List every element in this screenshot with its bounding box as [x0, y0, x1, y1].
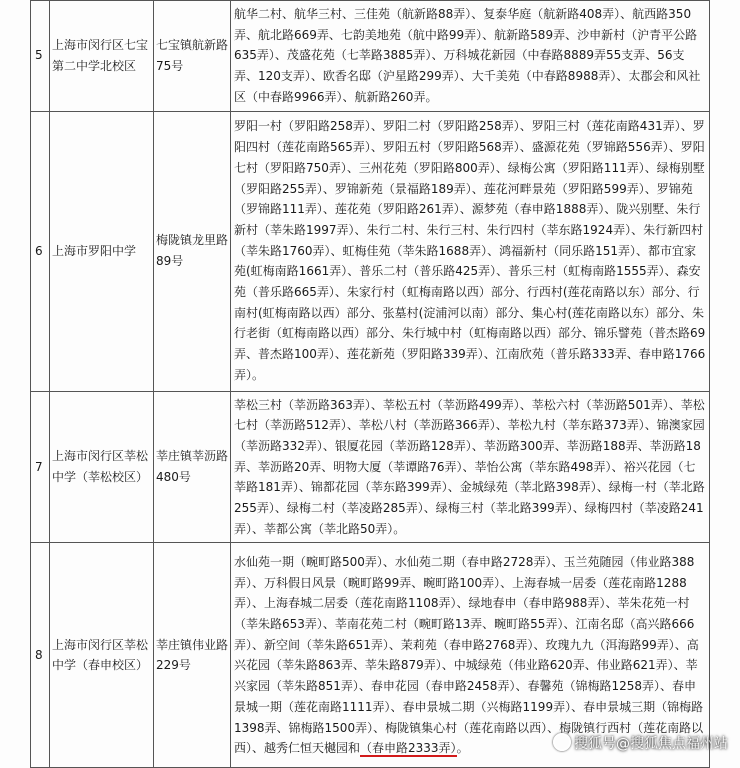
enrollment-area — [231, 1, 710, 112]
school-name: 上海市罗阳中学 — [50, 111, 154, 391]
row-number: 5 — [31, 1, 50, 112]
school-name: 上海市闵行区莘松中学（春申校区） — [50, 543, 154, 768]
school-address: 莘庄镇伟业路229号 — [154, 543, 231, 768]
watermark — [553, 733, 728, 753]
area-end: 。 — [457, 741, 469, 755]
highlighted-address: （春申路2333弄） — [360, 741, 457, 757]
watermark-text: 搜狐号@搜狐焦点福州站 — [574, 736, 728, 752]
table-row — [31, 391, 710, 543]
school-name: 上海市闵行区七宝第二中学北校区 — [50, 1, 154, 112]
area-text: 水仙苑一期（畹町路500弄）、水仙苑二期（春申路2728弄）、玉兰苑随园（伟业路388弄）、万科假日风景（畹町路99弄、畹町路100弄）、上海春城一居委（莲花南路1288弄）、上海春城二居委（莲花南路1108弄）、绿地春申（春申路988弄）、莘朱花苑一村（莘朱路653弄）、莘南花苑二村（畹町路13弄、畹町路55弄）、江南名邸（高兴路666弄）、新空间（莘朱路651弄）、茉莉苑（春申路2768弄）、玫瑰九九（洱海路99弄）、高兴花园（莘朱路863弄、莘朱路879弄）、中城绿苑（伟业路620弄、伟业路621弄）、莘兴家园（莘朱路851弄）、春申花园（春申路2458弄）、春馨苑（锦梅路1258弄）、春申景城一期（莲花南路1111弄）、春申景城二期（兴梅路1199弄）、春申景城三期（锦梅路1398弄、锦梅路1500弄）、梅陇镇集心村（莲花南路以西）、梅陇镇行西村（莲花南路以西）、越秀仁恒天樾园和 — [234, 555, 703, 755]
row-number: 8 — [31, 543, 50, 768]
enrollment-area — [231, 111, 710, 391]
school-address: 莘庄镇莘沥路480号 — [154, 391, 231, 543]
school-address: 梅陇镇龙里路89号 — [154, 111, 231, 391]
school-zone-table — [30, 0, 710, 768]
area-text: 航华二村、航华三村、三佳苑（航新路88弄）、复泰华庭（航新路408弄）、航西路350弄、航北路669弄、七韵美地苑（航中路99弄）、航新路589弄、沙申新村（沪青平公路635弄）、茂盛花苑（七莘路3885弄）、万科城花新园（中春路8889弄55支弄、56支弄、120支弄）、欧香名邸（沪星路299弄）、大千美苑（中春路8988弄）、太郡会和风社区（中春路9966弄）、航新路260弄。 — [234, 4, 706, 108]
table-row — [31, 1, 710, 112]
enrollment-area — [231, 391, 710, 543]
sohu-logo-icon — [553, 733, 571, 751]
school-address: 七宝镇航新路75号 — [154, 1, 231, 112]
table-row — [31, 111, 710, 391]
area-text: 莘松三村（莘沥路363弄）、莘松五村（莘沥路499弄）、莘松六村（莘沥路501弄）、莘松七村（莘沥路512弄）、莘松八村（莘沥路366弄）、莘松九村（莘东路373弄）、锦澳家园（莘沥路332弄）、银厦花园（莘沥路128弄）、莘沥路300弄、莘沥路188弄、莘沥路18弄、莘沥路20弄、明物大厦（莘谭路76弄）、莘怡公寓（莘东路498弄）、裕兴花园（七莘路181弄）、锦都花园（莘东路399弄）、金城绿苑（莘北路398弄）、绿梅一村（莘北路255弄）、绿梅二村（莘凌路285弄）、绿梅三村（莘北路399弄）、绿梅四村（莘凌路241弄）、莘都公寓（莘北路50弄）。 — [234, 395, 706, 540]
row-number: 6 — [31, 111, 50, 391]
area-text: 罗阳一村（罗阳路258弄）、罗阳二村（罗阳路258弄）、罗阳三村（莲花南路431弄）、罗阳四村（莲花南路565弄）、罗阳五村（罗阳路568弄）、盛源花苑（罗锦路556弄）、罗阳七村（罗阳路750弄）、三州花苑（罗阳路800弄）、绿梅公寓（罗阳路111弄）、绿梅别墅（罗阳路255弄）、罗锦新苑（景福路189弄）、莲花河畔景苑（罗阳路599弄）、罗锦苑（罗锦路111弄）、莲花苑（罗阳路261弄）、源梦苑（春申路1888弄）、陇兴别墅、朱行新村（莘朱路1997弄）、朱行二村、朱行三村、朱行四村（莘东路1924弄）、朱行新四村（莘朱路1760弄）、虹梅佳苑（莘朱路1688弄）、鸿福新村（同乐路151弄）、都市宜家苑(虹梅南路1661弄）、普乐二村（普乐路425弄）、普乐三村（虹梅南路1555弄）、森安苑（普乐路665弄）、朱家行村（虹梅南路以西）部分、行西村(莲花南路以东）部分、行南村(虹梅南路以西）部分、张墓村(淀浦河以南）部分、集心村(莲花南路以东）部分、朱行老街（虹梅南路以西）部分、朱行城中村（虹梅南路以西）部分、锦乐譬苑（普杰路69弄、普杰路100弄）、莲花新苑（罗阳路339弄）、江南欣苑（普乐路333弄、春申路1766弄）。 — [234, 116, 706, 385]
row-number: 7 — [31, 391, 50, 543]
school-name: 上海市闵行区莘松中学（莘松校区） — [50, 391, 154, 543]
